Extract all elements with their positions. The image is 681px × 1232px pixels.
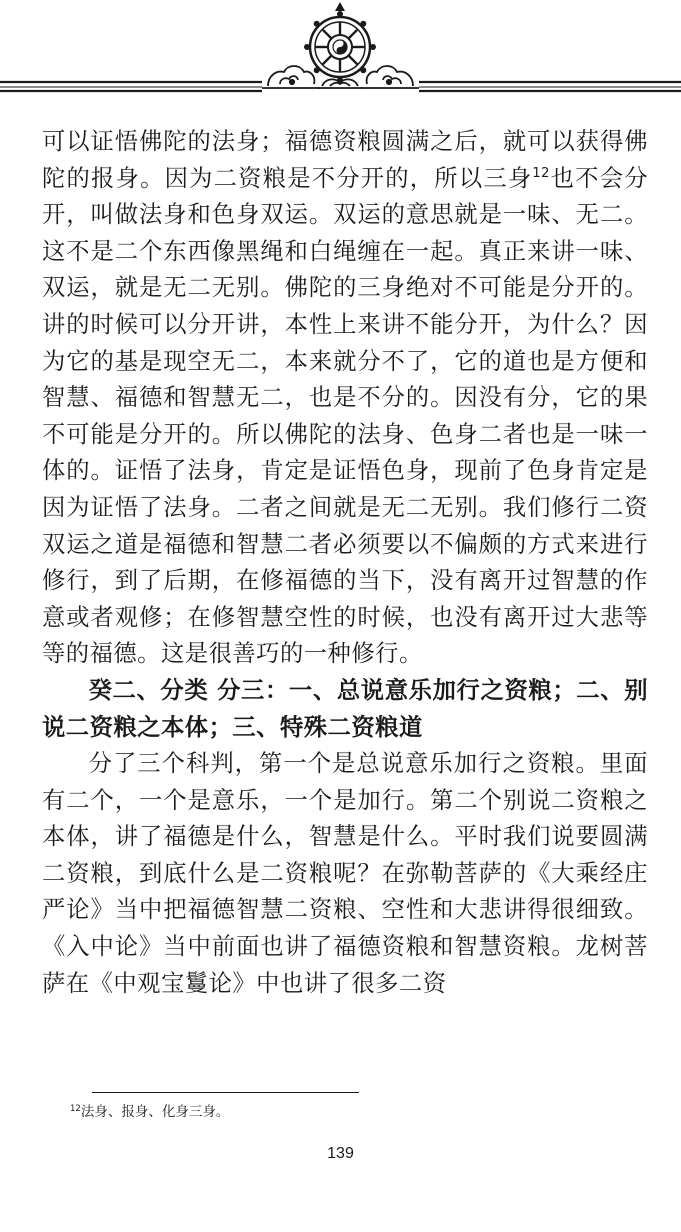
page-header-ornament — [0, 0, 681, 110]
main-body — [42, 124, 648, 1002]
section-heading: 癸二、分类 分三：一、总说意乐加行之资粮；二、别说二资粮之本体；三、特殊二资粮道 — [42, 676, 648, 741]
footnote — [70, 1102, 229, 1122]
paragraph-text: 也不会分开，叫做法身和色身双运。双运的意思就是一味、无二。这不是二个东西像黑绳和白绳缠在一起。真正来讲一味、双运，就是无二无别。佛陀的三身绝对不可能是分开的。讲的时候可以分开讲，本性上来讲不能分开，为什么？因为它的基是现空无二，本来就分不了，它的道也是方便和智慧、福德和智慧无二，也是不分的。因没有分，它的果不可能是分开的。所以佛陀的法身、色身二者也是一味一体的。证悟了法身，肯定是证悟色身，现前了色身肯定是因为证悟了法身。二者之间就是无二无别。我们修行二资双运之道是福德和智慧二者必须要以不偏颇的方式来进行修行，到了后期，在修福德的当下，没有离开过智慧的作意或者观修；在修智慧空性的时候，也没有离开过大悲等等的福德。这是很善巧的一种修行。 — [42, 164, 649, 668]
dharma-wheel-icon — [304, 2, 376, 83]
footnote-reference[interactable]: 12 — [532, 165, 550, 181]
body-paragraph: 分了三个科判，第一个是总说意乐加行之资粮。里面有二个，一个是意乐，一个是加行。第二个别说二资粮之本体，讲了福德是什么，智慧是什么。平时我们说要圆满二资粮，到底什么是二资粮呢？在弥勒菩萨的《大乘经庄严论》当中把福德智慧二资粮、空性和大悲讲得很细致。《入中论》当中前面也讲了福德资粮和智慧资粮。龙树菩萨在《中观宝鬘论》中也讲了很多二资 — [42, 750, 648, 997]
body-paragraph — [42, 124, 648, 673]
footnote-number: 12 — [70, 1104, 81, 1114]
footnote-text: 法身、报身、化身三身。 — [80, 1104, 230, 1120]
footnote-divider — [92, 1092, 359, 1093]
page-number: 139 — [327, 1145, 354, 1162]
paragraph-text: 可以证悟佛陀的法身；福德资粮圆满之后，就可以获得佛陀的报身。因为二资粮是不分开的，所以三身 — [42, 128, 648, 192]
